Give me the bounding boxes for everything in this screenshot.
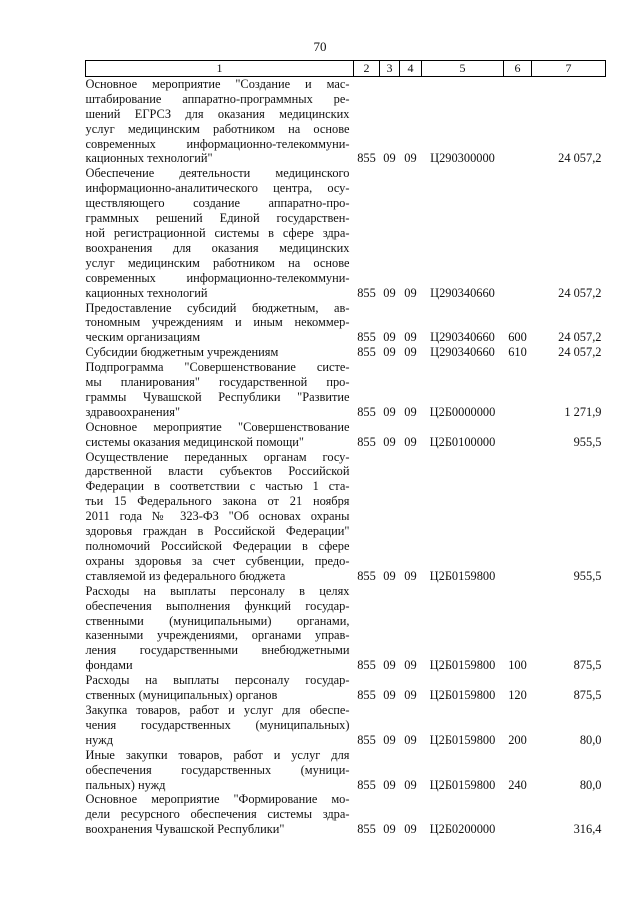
description-line: Иные закупки товаров, работ и услуг для xyxy=(85,747,350,762)
table-row xyxy=(86,166,606,300)
table-body xyxy=(86,76,606,837)
table-row xyxy=(86,584,606,673)
subsection-code: 09 xyxy=(404,777,417,792)
expense-type-code xyxy=(504,166,532,300)
ministry-code: 855 xyxy=(357,688,376,703)
description-line: Обеспечение деятельности медицинского xyxy=(85,166,350,181)
description-line: 2011 года № 323-ФЗ "Об основах охраны xyxy=(85,509,350,524)
description-line: современных информационно-телекоммуни- xyxy=(85,136,350,151)
row-description xyxy=(86,76,354,166)
description-line: Субсидии бюджетным учреждениям xyxy=(85,345,279,360)
description-line: кационных технологий xyxy=(85,285,208,300)
description-line: обеспечения государственных (муници- xyxy=(85,762,350,777)
ministry-code: 855 xyxy=(357,285,376,300)
subsection-code: 09 xyxy=(404,822,417,837)
expense-type-code: 120 xyxy=(508,688,527,703)
description-line: ной регистрационной системы в сфере здра- xyxy=(85,225,350,240)
table-row xyxy=(86,301,606,346)
expense-type-code xyxy=(504,792,532,837)
description-line: Осуществление переданных органам госу- xyxy=(85,449,350,464)
target-article-code: Ц2Б0159800 xyxy=(429,732,496,747)
header-cell: 1 xyxy=(86,61,354,77)
description-line: ставляемой из федерального бюджета xyxy=(85,568,286,583)
description-line: штабирование аппаратно-программных ре- xyxy=(85,91,350,106)
amount: 24 057,2 xyxy=(558,345,602,360)
subsection-code: 09 xyxy=(404,434,417,449)
expense-type-code xyxy=(504,420,532,450)
description-line: нужд xyxy=(85,732,114,747)
description-line: Предоставление субсидий бюджетным, ав- xyxy=(85,300,350,315)
description-line: здравоохранения" xyxy=(85,404,181,419)
section-code: 09 xyxy=(383,330,396,345)
subsection-code: 09 xyxy=(404,568,417,583)
description-line: современных информационно-телекоммуни- xyxy=(85,270,350,285)
subsection-code: 09 xyxy=(404,330,417,345)
section-code: 09 xyxy=(383,345,396,360)
description-line: воохранения для оказания медицинских xyxy=(85,240,350,255)
expense-type-code xyxy=(504,450,532,584)
description-line: тономным учреждениям и иным некоммер- xyxy=(85,315,350,330)
amount: 80,0 xyxy=(579,777,602,792)
row-description xyxy=(86,792,354,837)
description-line: воохранения Чувашской Республики" xyxy=(85,822,285,837)
expense-type-code xyxy=(504,360,532,420)
amount: 875,5 xyxy=(573,658,602,673)
amount: 1 271,9 xyxy=(564,404,602,419)
section-code: 09 xyxy=(383,568,396,583)
description-line: граммных решений Единой государствен- xyxy=(85,211,350,226)
subsection-code: 09 xyxy=(404,658,417,673)
section-code: 09 xyxy=(383,688,396,703)
description-line: обеспечения выполнения функций государ- xyxy=(85,598,350,613)
description-line: шений ЕГРСЗ для оказания медицинских xyxy=(85,106,350,121)
ministry-code: 855 xyxy=(357,777,376,792)
section-code: 09 xyxy=(383,151,396,166)
section-code: 09 xyxy=(383,434,396,449)
description-line: Федерации в соответствии с частью 1 ста- xyxy=(85,479,350,494)
row-description xyxy=(86,703,354,748)
ministry-code: 855 xyxy=(357,658,376,673)
amount: 955,5 xyxy=(573,434,602,449)
expense-type-code: 600 xyxy=(508,330,527,345)
expense-type-code: 240 xyxy=(508,777,527,792)
description-line: фондами xyxy=(85,658,133,673)
table-row xyxy=(86,792,606,837)
description-line: кационных технологий" xyxy=(85,151,213,166)
description-line: ческим организациям xyxy=(85,330,201,345)
row-description xyxy=(86,748,354,793)
target-article-code: Ц2Б0200000 xyxy=(429,822,496,837)
table-row xyxy=(86,673,606,703)
ministry-code: 855 xyxy=(357,345,376,360)
ministry-code: 855 xyxy=(357,822,376,837)
description-line: Подпрограмма "Совершенствование систе- xyxy=(85,360,350,375)
budget-table xyxy=(85,60,606,837)
amount: 875,5 xyxy=(573,688,602,703)
target-article-code: Ц2Б0159800 xyxy=(429,568,496,583)
description-line: дели ресурсного обеспечения системы здра- xyxy=(85,807,350,822)
description-line: ществляющего создание аппаратно-про- xyxy=(85,196,350,211)
table-row xyxy=(86,703,606,748)
description-line: полномочий Российской Федерации в сфере xyxy=(85,539,350,553)
subsection-code: 09 xyxy=(404,151,417,166)
ministry-code: 855 xyxy=(357,568,376,583)
ministry-code: 855 xyxy=(357,404,376,419)
row-description xyxy=(86,673,354,703)
description-line: Закупка товаров, работ и услуг для обеспе- xyxy=(85,702,350,717)
target-article-code: Ц2Б0159800 xyxy=(429,658,496,673)
amount: 24 057,2 xyxy=(558,330,602,345)
table-row xyxy=(86,360,606,420)
expense-type-code: 200 xyxy=(508,732,527,747)
amount: 955,5 xyxy=(573,568,602,583)
header-cell: 7 xyxy=(532,61,606,77)
description-line: услуг медицинским работником на основе xyxy=(85,121,350,136)
description-line: Расходы на выплаты персоналу в целях xyxy=(85,583,350,598)
row-description xyxy=(86,166,354,300)
ministry-code: 855 xyxy=(357,732,376,747)
description-line: информационно-аналитического центра, осу- xyxy=(85,181,350,196)
table-header-row xyxy=(86,61,606,77)
target-article-code: Ц2Б0100000 xyxy=(429,434,496,449)
target-article-code: Ц290300000 xyxy=(430,151,495,166)
description-line: тьи 15 Федерального закона от 21 ноября xyxy=(85,494,350,509)
description-line: ственных (муниципальных) органов xyxy=(85,688,278,703)
header-cell: 2 xyxy=(354,61,380,77)
row-description xyxy=(86,360,354,420)
table-row xyxy=(86,450,606,584)
expense-type-code: 100 xyxy=(508,658,527,673)
description-line: Основное мероприятие "Создание и мас- xyxy=(85,76,350,91)
ministry-code: 855 xyxy=(357,434,376,449)
table-row xyxy=(86,420,606,450)
description-line: ления государственными внебюджетными xyxy=(85,643,350,658)
row-description xyxy=(86,450,354,584)
header-cell: 3 xyxy=(380,61,400,77)
row-description xyxy=(86,301,354,346)
subsection-code: 09 xyxy=(404,345,417,360)
description-line: услуг медицинским работником на основе xyxy=(85,255,350,270)
expense-type-code: 610 xyxy=(508,345,527,360)
target-article-code: Ц290340660 xyxy=(430,345,495,360)
target-article-code: Ц290340660 xyxy=(430,285,495,300)
description-line: граммы Чувашской Республики "Развитие xyxy=(85,389,350,404)
section-code: 09 xyxy=(383,658,396,673)
description-line: Расходы на выплаты персоналу государ- xyxy=(85,673,350,688)
amount: 24 057,2 xyxy=(558,151,602,166)
header-cell: 4 xyxy=(400,61,422,77)
table-row xyxy=(86,345,606,360)
description-line: дарственной власти субъектов Российской xyxy=(85,464,350,479)
row-description xyxy=(86,584,354,673)
description-line: здоровья граждан в Российской Федерации" xyxy=(85,524,350,539)
subsection-code: 09 xyxy=(404,688,417,703)
target-article-code: Ц2Б0000000 xyxy=(429,404,496,419)
target-article-code: Ц290340660 xyxy=(430,330,495,345)
row-description xyxy=(86,345,354,360)
description-line: системы оказания медицинской помощи" xyxy=(85,434,304,449)
target-article-code: Ц2Б0159800 xyxy=(429,688,496,703)
page-number: 70 xyxy=(313,39,327,54)
subsection-code: 09 xyxy=(404,404,417,419)
section-code: 09 xyxy=(383,404,396,419)
amount: 80,0 xyxy=(579,732,602,747)
row-description xyxy=(86,420,354,450)
description-line: чения государственных (муниципальных) xyxy=(85,717,350,732)
amount: 24 057,2 xyxy=(558,285,602,300)
section-code: 09 xyxy=(383,732,396,747)
section-code: 09 xyxy=(383,777,396,792)
description-line: мы планирования" государственной про- xyxy=(85,375,350,390)
amount: 316,4 xyxy=(573,822,602,837)
description-line: охраны здоровья за счет субвенции, предо- xyxy=(85,553,350,568)
ministry-code: 855 xyxy=(357,151,376,166)
ministry-code: 855 xyxy=(357,330,376,345)
target-article-code: Ц2Б0159800 xyxy=(429,777,496,792)
section-code: 09 xyxy=(383,285,396,300)
subsection-code: 09 xyxy=(404,285,417,300)
header-cell: 6 xyxy=(504,61,532,77)
description-line: Основное мероприятие "Формирование мо- xyxy=(85,792,350,807)
description-line: ственными (муниципальными) органами, xyxy=(85,613,350,628)
table-row xyxy=(86,76,606,166)
description-line: Основное мероприятие "Совершенствование xyxy=(85,419,350,434)
subsection-code: 09 xyxy=(404,732,417,747)
expense-type-code xyxy=(504,76,532,166)
description-line: пальных) нужд xyxy=(85,777,166,792)
description-line: казенными учреждениями, органами управ- xyxy=(85,628,350,643)
table-row xyxy=(86,748,606,793)
header-cell: 5 xyxy=(422,61,504,77)
section-code: 09 xyxy=(383,822,396,837)
